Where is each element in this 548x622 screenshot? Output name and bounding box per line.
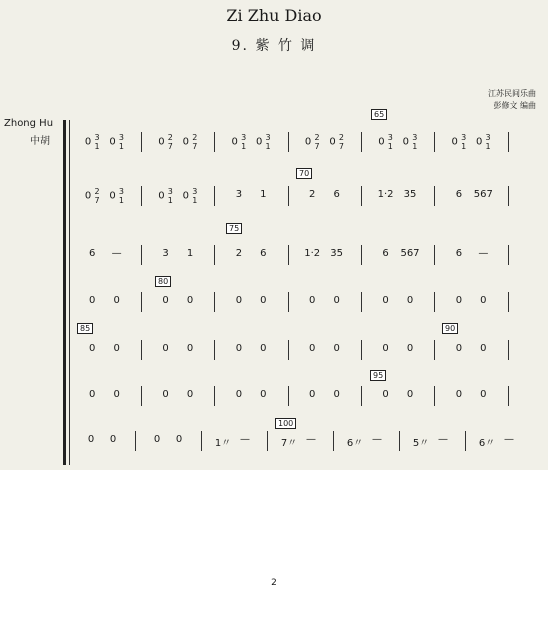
barline <box>214 386 215 406</box>
note-pair: 0 3 1 <box>451 133 467 151</box>
barline <box>141 186 142 206</box>
note: 0 <box>333 343 340 354</box>
note: 0 <box>153 434 161 445</box>
note-pair: 0 2 7 <box>84 187 100 205</box>
barline <box>508 386 509 406</box>
barline <box>434 186 435 206</box>
barline <box>434 386 435 406</box>
barline <box>434 245 435 265</box>
note: 0 <box>455 343 463 354</box>
note: 0 <box>480 295 487 306</box>
note: — <box>111 248 122 259</box>
barline <box>508 132 509 152</box>
rehearsal-mark: 65 <box>371 109 387 120</box>
note: 2 <box>235 248 243 259</box>
note: 6 <box>382 248 389 259</box>
page-number: 2 <box>271 578 277 588</box>
piece-title: 9. 紫 竹 调 <box>231 38 317 54</box>
note: — <box>438 434 448 445</box>
barline <box>465 431 466 451</box>
barline <box>267 431 268 451</box>
barline <box>399 431 400 451</box>
note: 6 <box>333 189 340 200</box>
note: 0 <box>455 295 463 306</box>
note: 567 <box>400 248 420 259</box>
barline <box>361 186 362 206</box>
system-bracket <box>63 120 66 465</box>
note-pair: 0 3 1 <box>256 133 271 151</box>
note: 0 <box>162 343 169 354</box>
barline <box>214 340 215 360</box>
rehearsal-mark: 80 <box>155 276 171 287</box>
note: 0 <box>480 389 487 400</box>
credit-arranger: 彭修文 编曲 <box>493 101 536 110</box>
note: 0 <box>235 343 243 354</box>
note: 0 <box>309 295 316 306</box>
note-pair: 0 2 7 <box>329 133 344 151</box>
note-pair: 0 3 1 <box>84 133 100 151</box>
note: 0 <box>235 295 243 306</box>
note: 0 <box>162 295 169 306</box>
barline <box>361 245 362 265</box>
note: 1·2 <box>377 189 394 200</box>
note: 7〃 <box>280 438 298 449</box>
note: — <box>504 434 514 445</box>
note: 0 <box>186 389 194 400</box>
barline <box>141 340 142 360</box>
note-pair: 0 3 1 <box>231 133 247 151</box>
system-bracket-line <box>69 120 70 465</box>
note: 567 <box>473 189 493 200</box>
note: 0 <box>406 389 414 400</box>
note: 0 <box>480 343 487 354</box>
note: 5〃 <box>412 438 430 449</box>
note: — <box>306 434 316 445</box>
barline <box>434 132 435 152</box>
note: 1〃 <box>214 438 232 449</box>
note: 0 <box>333 295 340 306</box>
barline <box>214 186 215 206</box>
note: 0 <box>406 343 414 354</box>
note-pair: 0 3 1 <box>158 187 173 205</box>
barline <box>135 431 136 451</box>
note: 0 <box>186 295 194 306</box>
rehearsal-mark: 90 <box>442 323 458 334</box>
note: — <box>240 434 250 445</box>
barline <box>361 292 362 312</box>
note: 0 <box>333 389 340 400</box>
barline <box>141 132 142 152</box>
instrument-name-zh: 中胡 <box>30 136 50 147</box>
note: 0 <box>382 295 389 306</box>
rehearsal-mark: 100 <box>275 418 296 429</box>
note: 1 <box>186 248 194 259</box>
barline <box>434 292 435 312</box>
note-pair: 0 2 7 <box>158 133 173 151</box>
note-pair: 0 2 7 <box>304 133 320 151</box>
note: 6〃 <box>478 438 496 449</box>
note: 0 <box>175 434 183 445</box>
note: 35 <box>330 248 344 259</box>
rehearsal-mark: 95 <box>370 370 386 381</box>
barline <box>508 186 509 206</box>
note: 3 <box>162 248 169 259</box>
note: 3 <box>235 189 243 200</box>
note-pair: 0 3 1 <box>476 133 491 151</box>
barline <box>201 431 202 451</box>
note: 0 <box>382 389 389 400</box>
credit-origin: 江苏民间乐曲 <box>488 89 536 98</box>
barline <box>361 340 362 360</box>
note: 6〃 <box>346 438 364 449</box>
barline <box>288 340 289 360</box>
note: 0 <box>113 295 120 306</box>
note: 0 <box>260 343 267 354</box>
note: 0 <box>89 389 96 400</box>
barline <box>288 245 289 265</box>
note: 0 <box>260 389 267 400</box>
barline <box>141 292 142 312</box>
barline <box>141 386 142 406</box>
barline <box>214 245 215 265</box>
note: 0 <box>89 343 96 354</box>
barline <box>288 386 289 406</box>
note: — <box>478 248 489 259</box>
note-pair: 0 3 1 <box>182 187 198 205</box>
note: 6 <box>89 248 96 259</box>
note: — <box>372 434 382 445</box>
barline <box>288 186 289 206</box>
barline <box>333 431 334 451</box>
barline <box>361 386 362 406</box>
note: 6 <box>455 248 463 259</box>
barline <box>361 132 362 152</box>
note-pair: 0 3 1 <box>378 133 393 151</box>
rehearsal-mark: 75 <box>226 223 242 234</box>
note: 0 <box>382 343 389 354</box>
rehearsal-mark: 85 <box>77 323 93 334</box>
note: 0 <box>406 295 414 306</box>
barline <box>214 132 215 152</box>
note: 0 <box>162 389 169 400</box>
barline <box>141 245 142 265</box>
note-pair: 0 3 1 <box>109 133 124 151</box>
note: 0 <box>109 434 117 445</box>
barline <box>434 340 435 360</box>
barline <box>288 132 289 152</box>
note-pair: 0 3 1 <box>402 133 418 151</box>
note: 0 <box>309 389 316 400</box>
note: 35 <box>403 189 417 200</box>
note: 0 <box>309 343 316 354</box>
note: 0 <box>260 295 267 306</box>
instrument-name-en: Zhong Hu <box>4 118 54 129</box>
note: 0 <box>89 295 96 306</box>
note: 0 <box>87 434 95 445</box>
note: 2 <box>309 189 316 200</box>
note: 1 <box>260 189 267 200</box>
note-pair: 0 3 1 <box>109 187 124 205</box>
note: 0 <box>113 343 120 354</box>
note: 1·2 <box>304 248 321 259</box>
note: 0 <box>186 343 194 354</box>
score-title: Zi Zhu Diao <box>226 6 322 25</box>
note: 6 <box>455 189 463 200</box>
note: 0 <box>113 389 120 400</box>
barline <box>508 292 509 312</box>
barline <box>288 292 289 312</box>
note: 0 <box>235 389 243 400</box>
note: 0 <box>455 389 463 400</box>
rehearsal-mark: 70 <box>296 168 312 179</box>
note-pair: 0 2 7 <box>182 133 198 151</box>
barline <box>508 340 509 360</box>
note: 6 <box>260 248 267 259</box>
barline <box>508 245 509 265</box>
barline <box>214 292 215 312</box>
